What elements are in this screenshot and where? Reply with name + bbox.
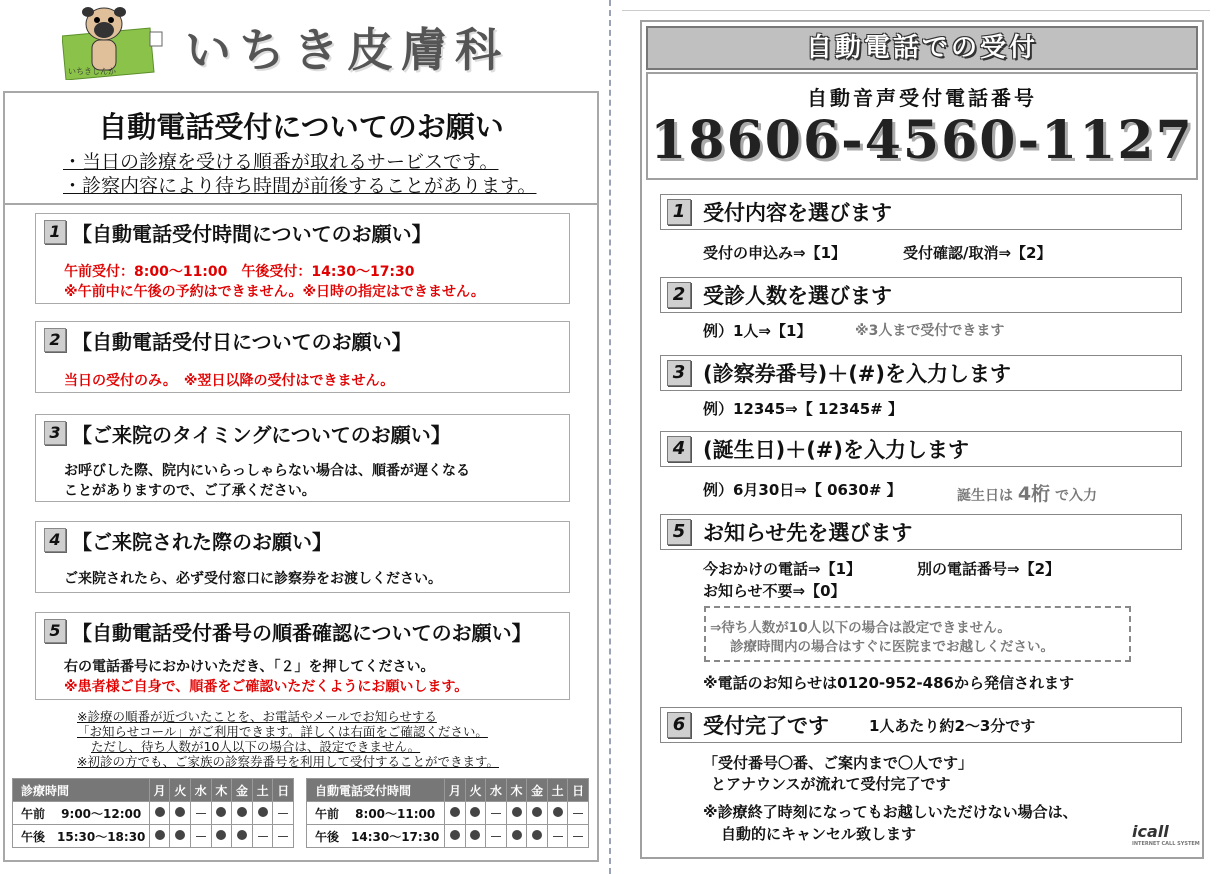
section-3-line-1: お呼びした際、院内にいらっしゃらない場合は、順番が遅くなる <box>64 463 470 479</box>
day-header-4: 金 <box>527 779 548 802</box>
step-4-title: (誕生日)＋(#)を入力します <box>703 438 969 462</box>
fold-divider <box>609 0 611 874</box>
section-2-header <box>35 321 570 359</box>
phone-hours-header: 自動電話受付時間 <box>307 779 445 802</box>
section-3-header <box>35 414 570 452</box>
open-mark <box>470 807 480 817</box>
open-mark <box>450 807 460 817</box>
closed-mark <box>553 836 563 837</box>
open-mark <box>216 830 226 840</box>
section-5-line-2: ※患者様ご自身で、順番をご確認いただくようにお願いします。 <box>64 679 469 695</box>
day-header-2: 水 <box>486 779 507 802</box>
day-header-2: 水 <box>191 779 212 802</box>
clinic-hours-table <box>12 778 294 848</box>
schedule-cell <box>547 802 568 825</box>
step-6-cancel-note-1: ※診療終了時刻になってもお越しいただけない場合は、 <box>703 803 1078 821</box>
closed-mark <box>278 813 288 814</box>
section-3-line-2: ことがありますので、ご了承ください。 <box>64 483 316 499</box>
schedule-cell <box>211 825 232 848</box>
section-4-line-1: ご来院されたら、必ず受付窓口に診察券をお渡しください。 <box>64 571 442 587</box>
step-4-note-digits: 4桁 <box>1017 483 1051 505</box>
schedule-cell <box>445 802 466 825</box>
clinic-hours-header: 診療時間 <box>13 779 150 802</box>
section-5-title: 【自動電話受付番号の順番確認についてのお願い】 <box>72 620 532 645</box>
phone-number-label: 自動音声受付電話番号 <box>807 86 1037 110</box>
step-6-duration: 1人あたり約2〜3分です <box>869 716 1036 735</box>
step-4-note-prefix: 誕生日は <box>957 488 1013 504</box>
schedule-cell <box>547 825 568 848</box>
schedule-cell <box>273 825 294 848</box>
closed-mark <box>196 836 206 837</box>
icall-logo-sub: INTERNET CALL SYSTEM <box>1132 841 1200 847</box>
open-mark <box>553 807 563 817</box>
step-5-option-other: 別の電話番号⇒【2】 <box>917 560 1061 578</box>
schedule-cell <box>273 802 294 825</box>
note-line-1: ※診療の順番が近づいたことを、お電話やメールでお知らせする <box>77 709 437 724</box>
section-1-title: 【自動電話受付時間についてのお願い】 <box>72 221 432 246</box>
open-mark <box>237 830 247 840</box>
day-header-6: 日 <box>273 779 294 802</box>
step-3-title: (診察券番号)＋(#)を入力します <box>703 362 1011 386</box>
day-header-5: 土 <box>252 779 273 802</box>
section-5-number: 5 <box>44 619 66 643</box>
section-3-body <box>35 451 570 502</box>
open-mark <box>155 830 165 840</box>
closed-mark <box>278 836 288 837</box>
closed-mark <box>491 813 501 814</box>
notice-title: 自動電話受付についてのお願い <box>98 110 504 144</box>
section-4-header <box>35 521 570 559</box>
clinic-hours-row-am: 午前 9:00〜12:00 <box>13 802 150 825</box>
notice-title-box <box>3 91 599 205</box>
step-3-number: 3 <box>667 360 691 386</box>
section-1-body <box>35 250 570 304</box>
section-3-number: 3 <box>44 421 66 445</box>
icall-logo-text: icall <box>1132 822 1169 841</box>
schedule-cell <box>527 802 548 825</box>
step-5-caller-note: ※電話のお知らせは0120-952-486から発信されます <box>703 674 1074 692</box>
schedule-cell <box>486 825 507 848</box>
schedule-cell <box>149 802 170 825</box>
section-2-body <box>35 358 570 393</box>
step-5-header <box>660 514 1182 550</box>
step-1-header <box>660 194 1182 230</box>
step-1-title: 受付内容を選びます <box>703 201 892 225</box>
note-line-2: 「お知らせコール」がご利用できます。詳しくは右面をご確認ください。 <box>77 724 488 739</box>
step-6-complete: とアナウンスが流れて受付完了です <box>711 775 951 793</box>
schedule-cell <box>486 802 507 825</box>
step-1-option-apply: 受付の申込み⇒【1】 <box>703 244 847 262</box>
open-mark <box>237 807 247 817</box>
step-2-number: 2 <box>667 282 691 308</box>
notice-subtitle-2: ・診察内容により待ち時間が前後することがあります。 <box>63 175 537 197</box>
step-6-number: 6 <box>667 712 691 738</box>
section-1-line-2: ※午前中に午後の予約はできません。※日時の指定はできません。 <box>64 284 485 300</box>
open-mark <box>512 807 522 817</box>
day-header-3: 木 <box>211 779 232 802</box>
section-3-title: 【ご来院のタイミングについてのお願い】 <box>72 422 451 447</box>
step-3-example: 例）12345⇒【 12345# 】 <box>703 400 903 418</box>
day-header-4: 金 <box>232 779 253 802</box>
open-mark <box>450 830 460 840</box>
open-mark <box>470 830 480 840</box>
section-5-header <box>35 612 570 650</box>
schedule-cell <box>465 825 486 848</box>
day-header-0: 月 <box>445 779 466 802</box>
section-2-line-1: 当日の受付のみ。 ※翌日以降の受付はできません。 <box>64 373 395 389</box>
schedule-cell <box>211 802 232 825</box>
schedule-cell <box>252 802 273 825</box>
phone-hours-table <box>306 778 589 848</box>
step-2-limit-note: ※3人まで受付できます <box>855 323 1005 339</box>
section-1-number: 1 <box>44 220 66 244</box>
closed-mark <box>573 836 583 837</box>
day-header-0: 月 <box>149 779 170 802</box>
section-4-number: 4 <box>44 528 66 552</box>
schedule-cell <box>149 825 170 848</box>
step-3-header <box>660 355 1182 391</box>
day-header-1: 火 <box>170 779 191 802</box>
open-mark <box>155 807 165 817</box>
day-header-1: 火 <box>465 779 486 802</box>
open-mark <box>216 807 226 817</box>
day-header-6: 日 <box>568 779 589 802</box>
closed-mark <box>196 813 206 814</box>
schedule-cell <box>170 825 191 848</box>
closed-mark <box>491 836 501 837</box>
step-4-number: 4 <box>667 436 691 462</box>
step-5-number: 5 <box>667 519 691 545</box>
open-mark <box>258 807 268 817</box>
step-5-option-none: お知らせ不要⇒【0】 <box>703 582 846 600</box>
phone-number-box <box>646 72 1198 180</box>
step-1-number: 1 <box>667 199 691 225</box>
step-6-title: 受付完了です <box>703 714 829 738</box>
step-4-example: 例）6月30日⇒【 0630# 】 <box>703 481 902 499</box>
closed-mark <box>258 836 268 837</box>
step-2-title: 受診人数を選びます <box>703 284 892 308</box>
svg-text:いちきしんか: いちきしんか <box>68 67 116 76</box>
step-5-title: お知らせ先を選びます <box>703 521 913 545</box>
step-5-note-2: 診療時間内の場合はすぐに医院までお越しください。 <box>730 639 1054 655</box>
phone-guide-header: 自動電話での受付 <box>646 26 1198 70</box>
step-6-cancel-note-2: 自動的にキャンセル致します <box>721 825 917 843</box>
schedule-cell <box>465 802 486 825</box>
step-5-option-current: 今おかけの電話⇒【1】 <box>703 560 862 578</box>
day-header-5: 土 <box>547 779 568 802</box>
closed-mark <box>573 813 583 814</box>
step-6-announcement: 「受付番号〇番、ご案内まで〇人です」 <box>703 754 974 772</box>
section-1-header <box>35 213 570 251</box>
schedule-cell <box>506 825 527 848</box>
step-4-note <box>957 479 1097 506</box>
step-2-example: 例）1人⇒【1】 <box>703 322 812 340</box>
top-rule <box>622 10 1210 11</box>
phone-hours-row-am: 午前 8:00〜11:00 <box>307 802 445 825</box>
schedule-cell <box>568 825 589 848</box>
phone-hours-row-pm: 午後 14:30〜17:30 <box>307 825 445 848</box>
open-mark <box>175 807 185 817</box>
schedule-cell <box>191 825 212 848</box>
section-2-number: 2 <box>44 328 66 352</box>
schedule-cell <box>191 802 212 825</box>
schedule-cell <box>445 825 466 848</box>
note-line-3: ただし、待ち人数が10人以下の場合は、設定できません。 <box>91 739 421 754</box>
step-4-header <box>660 431 1182 467</box>
clinic-hours-row-pm: 午後 15:30〜18:30 <box>13 825 150 848</box>
schedule-cell <box>252 825 273 848</box>
open-mark <box>532 830 542 840</box>
phone-number: 18606-4560-1127 <box>650 110 1194 171</box>
notice-subtitle-1: ・当日の診療を受ける順番が取れるサービスです。 <box>63 151 499 173</box>
icall-logo <box>1132 822 1200 847</box>
schedule-cell <box>232 825 253 848</box>
note-line-4: ※初診の方でも、ご家族の診察券番号を利用して受付することができます。 <box>77 754 499 769</box>
schedule-cell <box>232 802 253 825</box>
schedule-cell <box>506 802 527 825</box>
section-5-body <box>35 649 570 700</box>
step-2-header <box>660 277 1182 313</box>
step-5-note-box <box>704 606 1131 662</box>
step-6-header <box>660 707 1182 743</box>
step-1-option-confirm: 受付確認/取消⇒【2】 <box>903 244 1052 262</box>
step-5-note-1: ⇒待ち人数が10人以下の場合は設定できません。 <box>710 620 1011 636</box>
step-4-note-suffix: で入力 <box>1054 488 1097 504</box>
day-header-3: 木 <box>506 779 527 802</box>
section-1-line-1: 午前受付：8:00〜11:00 午後受付：14:30〜17:30 <box>64 264 415 280</box>
clinic-logo <box>62 2 172 80</box>
clinic-name: いちき皮膚科 <box>185 23 509 77</box>
open-mark <box>512 830 522 840</box>
section-2-title: 【自動電話受付日についてのお願い】 <box>72 329 412 354</box>
section-4-body <box>35 558 570 593</box>
section-4-title: 【ご来院された際のお願い】 <box>72 529 332 554</box>
open-mark <box>532 807 542 817</box>
schedule-cell <box>568 802 589 825</box>
schedule-cell <box>170 802 191 825</box>
section-5-line-1: 右の電話番号におかけいただき、「２」を押してください。 <box>64 659 435 675</box>
schedule-cell <box>527 825 548 848</box>
open-mark <box>175 830 185 840</box>
